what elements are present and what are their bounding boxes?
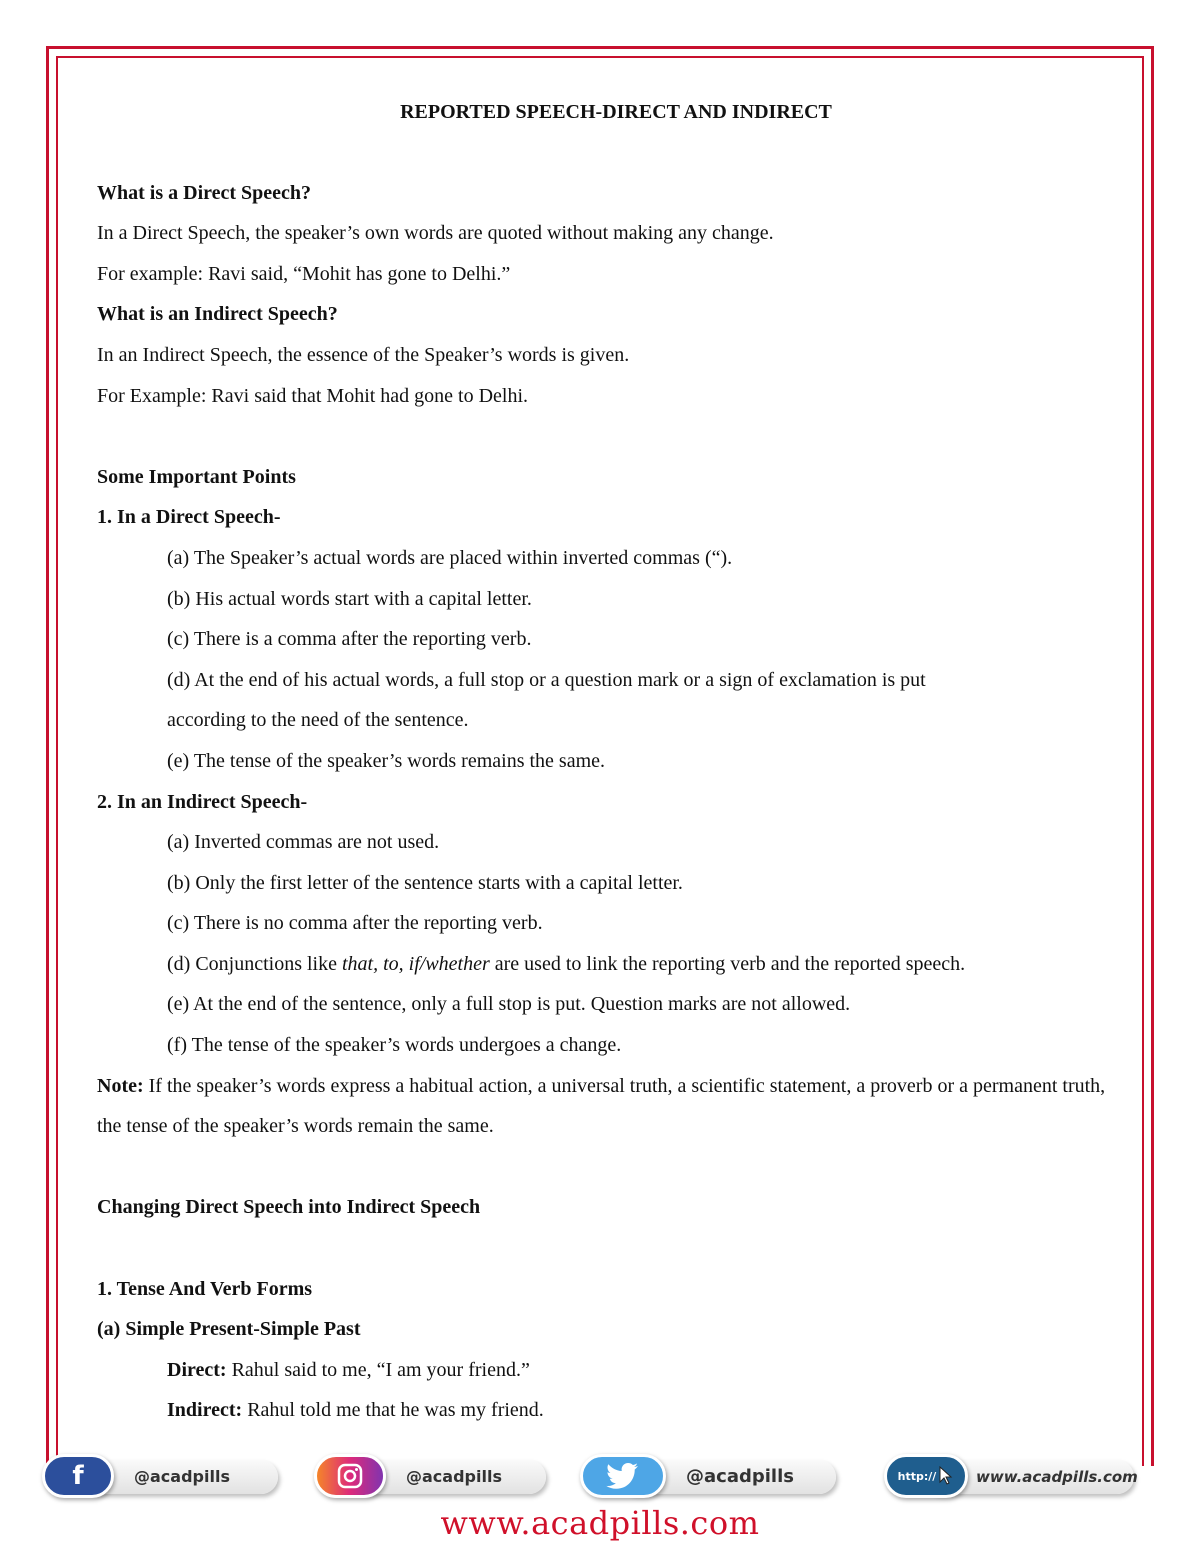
indirect-point-c: (c) There is no comma after the reporting verb. <box>167 912 543 935</box>
web-badge-icon <box>884 1454 968 1498</box>
indirect-point-f: (f) The tense of the speaker’s words undergoes a change. <box>167 1034 622 1057</box>
indirect-point-d <box>97 944 1127 985</box>
direct-point-a: (a) The Speaker’s actual words are placed within inverted commas (“). <box>167 546 733 569</box>
indirect-heading: What is an Indirect Speech? <box>97 303 338 326</box>
instagram-link[interactable] <box>314 1454 546 1498</box>
direct-point-e: (e) The tense of the speaker’s words remains the same. <box>167 749 605 772</box>
direct-heading: What is a Direct Speech? <box>97 181 312 204</box>
facebook-handle: @acadpills <box>82 1460 278 1494</box>
example-direct <box>97 1350 1127 1391</box>
cursor-icon <box>938 1466 954 1486</box>
website-small-url: www.acadpills.com <box>924 1460 1134 1494</box>
twitter-handle: @acadpills <box>620 1460 836 1494</box>
instagram-icon <box>314 1454 386 1498</box>
note-paragraph <box>97 1066 1127 1147</box>
example-direct-label: Direct: <box>167 1358 227 1381</box>
instagram-handle: @acadpills <box>354 1460 546 1494</box>
tense-heading: 1. Tense And Verb Forms <box>97 1277 313 1300</box>
website-link[interactable] <box>884 1454 1138 1498</box>
note-text: If the speaker’s words express a habitual action, a universal truth, a scientific statement, a proverb or a permanent truth, the tense of the speaker’s words remain the same. <box>97 1074 1106 1138</box>
website-url[interactable]: www.acadpills.com <box>440 1504 760 1542</box>
direct-example: For example: Ravi said, “Mohit has gone to Delhi.” <box>97 262 511 285</box>
footer <box>0 1450 1200 1553</box>
note-label: Note: <box>97 1074 144 1097</box>
indirect-point-e: (e) At the end of the sentence, only a full stop is put. Question marks are not allowed. <box>167 993 851 1016</box>
direct-point-d-cont: according to the need of the sentence. <box>167 709 469 732</box>
web-badge-text: http:// <box>897 1469 937 1483</box>
facebook-icon: f <box>42 1454 114 1498</box>
facebook-link[interactable] <box>42 1454 278 1498</box>
changing-heading: Changing Direct Speech into Indirect Speech <box>97 1196 481 1219</box>
indirect-point-b: (b) Only the first letter of the sentence starts with a capital letter. <box>167 871 683 894</box>
indirect-point-a: (a) Inverted commas are not used. <box>167 831 440 854</box>
indirect-example: For Example: Ravi said that Mohit had gone to Delhi. <box>97 384 529 407</box>
points-heading: Some Important Points <box>97 465 296 488</box>
document-title: REPORTED SPEECH-DIRECT AND INDIRECT <box>400 101 832 123</box>
document-body <box>97 92 1127 1431</box>
indirect-definition: In an Indirect Speech, the essence of the Speaker’s words is given. <box>97 343 630 366</box>
indirect-points-heading: 2. In an Indirect Speech- <box>97 790 308 813</box>
example-indirect-text: Rahul told me that he was my friend. <box>242 1399 544 1422</box>
twitter-icon <box>580 1454 666 1498</box>
direct-point-d: (d) At the end of his actual words, a full stop or a question mark or a sign of exclamation is put <box>167 668 926 691</box>
indirect-point-d-end: are used to link the reporting verb and the reported speech. <box>489 952 966 975</box>
simple-present-heading: (a) Simple Present-Simple Past <box>97 1318 361 1341</box>
direct-point-b: (b) His actual words start with a capital letter. <box>167 587 532 610</box>
direct-point-c: (c) There is a comma after the reporting verb. <box>167 628 532 651</box>
example-indirect <box>97 1390 1127 1431</box>
example-direct-text: Rahul said to me, “I am your friend.” <box>226 1358 530 1381</box>
direct-definition: In a Direct Speech, the speaker’s own words are quoted without making any change. <box>97 222 774 245</box>
indirect-point-d-start: (d) Conjunctions like <box>167 952 342 975</box>
twitter-link[interactable] <box>580 1454 836 1498</box>
direct-points-heading: 1. In a Direct Speech- <box>97 506 281 529</box>
example-indirect-label: Indirect: <box>167 1399 243 1422</box>
indirect-point-d-conjunctions: that, to, if/whether <box>341 952 490 975</box>
